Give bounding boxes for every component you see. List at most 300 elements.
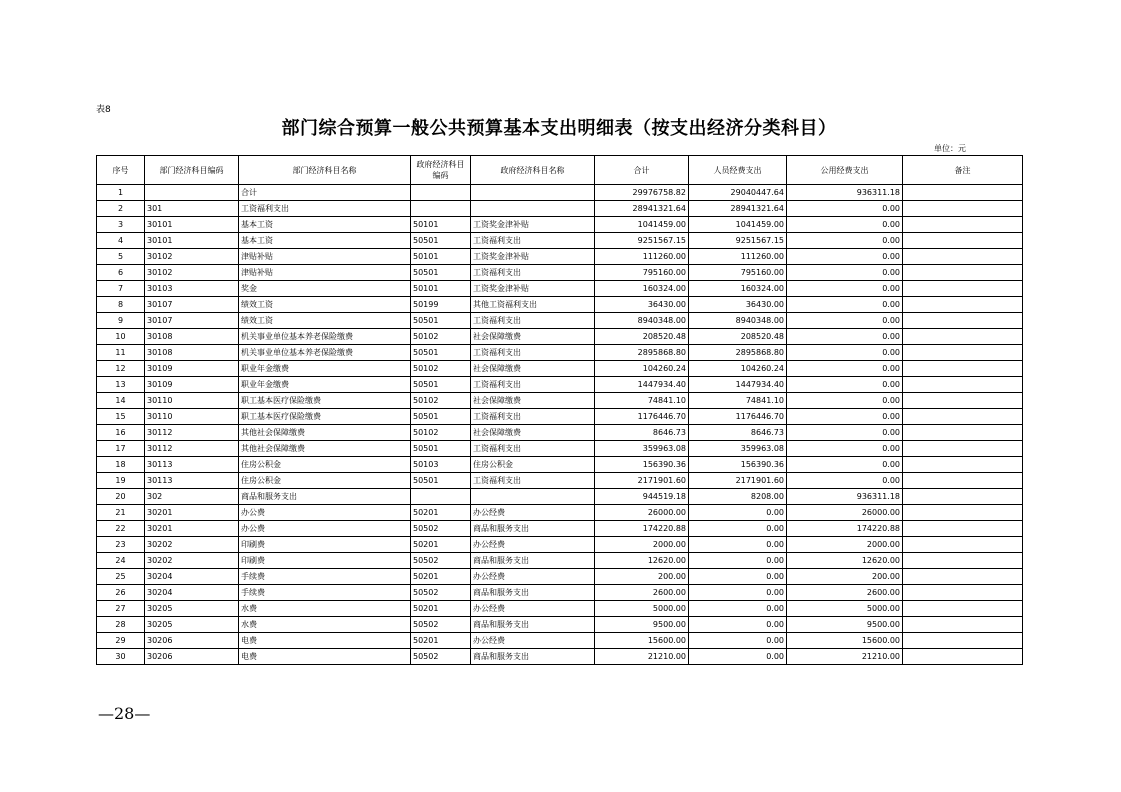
cell-gov-code <box>411 201 471 217</box>
cell-total: 111260.00 <box>595 249 689 265</box>
cell-dept-code: 301 <box>145 201 239 217</box>
cell-personnel: 111260.00 <box>689 249 787 265</box>
cell-seq: 20 <box>97 489 145 505</box>
cell-personnel: 2895868.80 <box>689 345 787 361</box>
budget-table <box>96 155 1023 665</box>
cell-personnel: 29040447.64 <box>689 185 787 201</box>
cell-personnel: 0.00 <box>689 649 787 665</box>
cell-dept-name: 职业年金缴费 <box>239 361 411 377</box>
cell-gov-code: 50102 <box>411 329 471 345</box>
cell-dept-code: 30206 <box>145 633 239 649</box>
table-row <box>97 185 1023 201</box>
cell-dept-name: 印刷费 <box>239 553 411 569</box>
cell-total: 174220.88 <box>595 521 689 537</box>
cell-seq: 5 <box>97 249 145 265</box>
cell-personnel: 0.00 <box>689 521 787 537</box>
table-row <box>97 249 1023 265</box>
cell-gov-name: 社会保障缴费 <box>471 425 595 441</box>
cell-dept-code: 30204 <box>145 569 239 585</box>
cell-dept-code: 30201 <box>145 521 239 537</box>
cell-total: 29976758.82 <box>595 185 689 201</box>
cell-total: 15600.00 <box>595 633 689 649</box>
cell-personnel: 0.00 <box>689 617 787 633</box>
table-row <box>97 489 1023 505</box>
cell-note <box>903 553 1023 569</box>
cell-gov-name: 工资福利支出 <box>471 377 595 393</box>
cell-dept-name: 绩效工资 <box>239 313 411 329</box>
cell-gov-name: 办公经费 <box>471 569 595 585</box>
cell-gov-name: 工资福利支出 <box>471 409 595 425</box>
cell-seq: 17 <box>97 441 145 457</box>
cell-public: 2000.00 <box>787 537 903 553</box>
cell-gov-name: 工资福利支出 <box>471 233 595 249</box>
header-seq: 序号 <box>97 156 145 185</box>
cell-seq: 21 <box>97 505 145 521</box>
cell-gov-name: 商品和服务支出 <box>471 585 595 601</box>
cell-gov-code: 50102 <box>411 361 471 377</box>
cell-dept-name: 机关事业单位基本养老保险缴费 <box>239 345 411 361</box>
cell-public: 174220.88 <box>787 521 903 537</box>
cell-total: 28941321.64 <box>595 201 689 217</box>
cell-gov-name: 工资奖金津补贴 <box>471 249 595 265</box>
cell-public: 0.00 <box>787 457 903 473</box>
cell-seq: 7 <box>97 281 145 297</box>
cell-personnel: 9251567.15 <box>689 233 787 249</box>
cell-seq: 24 <box>97 553 145 569</box>
cell-gov-name: 社会保障缴费 <box>471 393 595 409</box>
cell-seq: 10 <box>97 329 145 345</box>
cell-gov-name: 社会保障缴费 <box>471 361 595 377</box>
cell-gov-name: 工资福利支出 <box>471 265 595 281</box>
cell-dept-name: 基本工资 <box>239 217 411 233</box>
cell-note <box>903 617 1023 633</box>
cell-personnel: 104260.24 <box>689 361 787 377</box>
cell-gov-code: 50201 <box>411 601 471 617</box>
cell-dept-name: 商品和服务支出 <box>239 489 411 505</box>
cell-gov-code: 50201 <box>411 537 471 553</box>
cell-personnel: 36430.00 <box>689 297 787 313</box>
table-row <box>97 425 1023 441</box>
cell-gov-code: 50201 <box>411 569 471 585</box>
table-row <box>97 505 1023 521</box>
cell-dept-code: 30201 <box>145 505 239 521</box>
cell-note <box>903 201 1023 217</box>
cell-personnel: 74841.10 <box>689 393 787 409</box>
cell-personnel: 2171901.60 <box>689 473 787 489</box>
table-row <box>97 393 1023 409</box>
table-row <box>97 569 1023 585</box>
table-number: 表8 <box>96 105 111 115</box>
cell-gov-code <box>411 185 471 201</box>
cell-gov-code: 50501 <box>411 409 471 425</box>
cell-personnel: 8208.00 <box>689 489 787 505</box>
cell-total: 2171901.60 <box>595 473 689 489</box>
cell-dept-code: 30102 <box>145 265 239 281</box>
page-title: 部门综合预算一般公共预算基本支出明细表（按支出经济分类科目） <box>281 118 837 139</box>
cell-gov-code: 50501 <box>411 345 471 361</box>
cell-note <box>903 217 1023 233</box>
cell-total: 104260.24 <box>595 361 689 377</box>
cell-dept-name: 办公费 <box>239 505 411 521</box>
cell-gov-name <box>471 489 595 505</box>
cell-note <box>903 393 1023 409</box>
cell-note <box>903 345 1023 361</box>
cell-dept-code: 30206 <box>145 649 239 665</box>
cell-personnel: 795160.00 <box>689 265 787 281</box>
table-header-row <box>97 156 1023 185</box>
cell-total: 74841.10 <box>595 393 689 409</box>
cell-gov-name: 办公经费 <box>471 505 595 521</box>
cell-gov-code: 50102 <box>411 393 471 409</box>
cell-dept-name: 津贴补贴 <box>239 249 411 265</box>
cell-seq: 6 <box>97 265 145 281</box>
table-row <box>97 649 1023 665</box>
cell-gov-code: 50101 <box>411 217 471 233</box>
cell-dept-name: 印刷费 <box>239 537 411 553</box>
cell-dept-code: 30110 <box>145 393 239 409</box>
cell-gov-name: 商品和服务支出 <box>471 521 595 537</box>
cell-total: 9251567.15 <box>595 233 689 249</box>
cell-public: 0.00 <box>787 425 903 441</box>
cell-gov-code: 50502 <box>411 649 471 665</box>
cell-note <box>903 281 1023 297</box>
cell-seq: 11 <box>97 345 145 361</box>
cell-dept-code: 30109 <box>145 377 239 393</box>
cell-dept-name: 职业年金缴费 <box>239 377 411 393</box>
cell-dept-name: 奖金 <box>239 281 411 297</box>
cell-public: 0.00 <box>787 313 903 329</box>
cell-public: 200.00 <box>787 569 903 585</box>
cell-note <box>903 361 1023 377</box>
cell-seq: 12 <box>97 361 145 377</box>
cell-personnel: 1176446.70 <box>689 409 787 425</box>
cell-note <box>903 313 1023 329</box>
cell-seq: 2 <box>97 201 145 217</box>
cell-public: 0.00 <box>787 441 903 457</box>
cell-public: 0.00 <box>787 249 903 265</box>
cell-dept-code: 30204 <box>145 585 239 601</box>
table-row <box>97 521 1023 537</box>
cell-note <box>903 585 1023 601</box>
table-row <box>97 297 1023 313</box>
cell-public: 21210.00 <box>787 649 903 665</box>
cell-total: 9500.00 <box>595 617 689 633</box>
cell-public: 0.00 <box>787 345 903 361</box>
header-gov-name: 政府经济科目名称 <box>471 156 595 185</box>
cell-total: 1176446.70 <box>595 409 689 425</box>
cell-seq: 3 <box>97 217 145 233</box>
cell-dept-name: 住房公积金 <box>239 473 411 489</box>
cell-total: 8646.73 <box>595 425 689 441</box>
cell-seq: 28 <box>97 617 145 633</box>
cell-dept-code: 30108 <box>145 329 239 345</box>
header-dept-code: 部门经济科目编码 <box>145 156 239 185</box>
cell-gov-code: 50201 <box>411 505 471 521</box>
cell-dept-code: 30101 <box>145 217 239 233</box>
cell-total: 156390.36 <box>595 457 689 473</box>
cell-dept-code: 30108 <box>145 345 239 361</box>
cell-dept-code: 30107 <box>145 313 239 329</box>
table-row <box>97 313 1023 329</box>
header-gov-code: 政府经济科目编码 <box>411 156 471 185</box>
cell-public: 9500.00 <box>787 617 903 633</box>
cell-gov-name: 商品和服务支出 <box>471 617 595 633</box>
cell-dept-name: 机关事业单位基本养老保险缴费 <box>239 329 411 345</box>
cell-dept-code: 302 <box>145 489 239 505</box>
table-row <box>97 233 1023 249</box>
cell-dept-name: 电费 <box>239 649 411 665</box>
header-public: 公用经费支出 <box>787 156 903 185</box>
cell-gov-code: 50501 <box>411 265 471 281</box>
cell-seq: 30 <box>97 649 145 665</box>
cell-gov-name: 商品和服务支出 <box>471 553 595 569</box>
cell-note <box>903 457 1023 473</box>
cell-gov-code: 50501 <box>411 233 471 249</box>
cell-dept-name: 水费 <box>239 601 411 617</box>
cell-total: 795160.00 <box>595 265 689 281</box>
cell-gov-name: 工资福利支出 <box>471 313 595 329</box>
cell-personnel: 0.00 <box>689 569 787 585</box>
cell-seq: 8 <box>97 297 145 313</box>
cell-total: 2600.00 <box>595 585 689 601</box>
cell-note <box>903 297 1023 313</box>
cell-personnel: 8940348.00 <box>689 313 787 329</box>
header-dept-name: 部门经济科目名称 <box>239 156 411 185</box>
cell-note <box>903 425 1023 441</box>
table-row <box>97 345 1023 361</box>
cell-seq: 19 <box>97 473 145 489</box>
header-note: 备注 <box>903 156 1023 185</box>
cell-personnel: 156390.36 <box>689 457 787 473</box>
cell-seq: 1 <box>97 185 145 201</box>
cell-gov-name: 办公经费 <box>471 633 595 649</box>
cell-gov-code: 50103 <box>411 457 471 473</box>
cell-gov-code: 50101 <box>411 281 471 297</box>
cell-dept-code: 30205 <box>145 617 239 633</box>
cell-public: 15600.00 <box>787 633 903 649</box>
cell-dept-name: 其他社会保障缴费 <box>239 425 411 441</box>
cell-total: 26000.00 <box>595 505 689 521</box>
cell-dept-code <box>145 185 239 201</box>
cell-public: 0.00 <box>787 217 903 233</box>
cell-public: 936311.18 <box>787 489 903 505</box>
cell-gov-code: 50501 <box>411 377 471 393</box>
cell-seq: 15 <box>97 409 145 425</box>
cell-total: 944519.18 <box>595 489 689 505</box>
cell-note <box>903 249 1023 265</box>
cell-personnel: 1447934.40 <box>689 377 787 393</box>
cell-note <box>903 633 1023 649</box>
cell-gov-code: 50501 <box>411 441 471 457</box>
cell-dept-code: 30109 <box>145 361 239 377</box>
cell-gov-name: 社会保障缴费 <box>471 329 595 345</box>
table-row <box>97 281 1023 297</box>
cell-gov-name: 工资福利支出 <box>471 345 595 361</box>
cell-dept-code: 30110 <box>145 409 239 425</box>
cell-public: 12620.00 <box>787 553 903 569</box>
table-row <box>97 409 1023 425</box>
cell-public: 0.00 <box>787 377 903 393</box>
table-row <box>97 633 1023 649</box>
cell-total: 359963.08 <box>595 441 689 457</box>
cell-note <box>903 489 1023 505</box>
cell-public: 26000.00 <box>787 505 903 521</box>
cell-personnel: 208520.48 <box>689 329 787 345</box>
table-row <box>97 473 1023 489</box>
cell-total: 2000.00 <box>595 537 689 553</box>
cell-personnel: 0.00 <box>689 633 787 649</box>
cell-gov-code: 50199 <box>411 297 471 313</box>
cell-dept-name: 手续费 <box>239 569 411 585</box>
cell-dept-name: 手续费 <box>239 585 411 601</box>
cell-total: 5000.00 <box>595 601 689 617</box>
cell-gov-code: 50501 <box>411 473 471 489</box>
cell-gov-code <box>411 489 471 505</box>
cell-personnel: 0.00 <box>689 601 787 617</box>
cell-seq: 23 <box>97 537 145 553</box>
cell-gov-code: 50502 <box>411 521 471 537</box>
cell-gov-name: 商品和服务支出 <box>471 649 595 665</box>
cell-dept-name: 津贴补贴 <box>239 265 411 281</box>
cell-note <box>903 569 1023 585</box>
cell-seq: 4 <box>97 233 145 249</box>
cell-note <box>903 649 1023 665</box>
cell-public: 2600.00 <box>787 585 903 601</box>
cell-note <box>903 377 1023 393</box>
cell-dept-name: 绩效工资 <box>239 297 411 313</box>
cell-personnel: 0.00 <box>689 505 787 521</box>
cell-dept-code: 30112 <box>145 425 239 441</box>
cell-gov-code: 50502 <box>411 585 471 601</box>
cell-public: 5000.00 <box>787 601 903 617</box>
cell-public: 0.00 <box>787 361 903 377</box>
cell-total: 1447934.40 <box>595 377 689 393</box>
cell-total: 12620.00 <box>595 553 689 569</box>
table-row <box>97 217 1023 233</box>
table-row <box>97 585 1023 601</box>
cell-note <box>903 265 1023 281</box>
table-row <box>97 361 1023 377</box>
cell-seq: 27 <box>97 601 145 617</box>
header-total: 合计 <box>595 156 689 185</box>
cell-gov-code: 50502 <box>411 617 471 633</box>
cell-gov-code: 50101 <box>411 249 471 265</box>
cell-personnel: 0.00 <box>689 585 787 601</box>
cell-gov-code: 50201 <box>411 633 471 649</box>
cell-seq: 29 <box>97 633 145 649</box>
cell-public: 0.00 <box>787 393 903 409</box>
cell-gov-name: 工资奖金津补贴 <box>471 281 595 297</box>
cell-public: 936311.18 <box>787 185 903 201</box>
cell-gov-name: 住房公积金 <box>471 457 595 473</box>
table-row <box>97 329 1023 345</box>
cell-seq: 14 <box>97 393 145 409</box>
cell-dept-code: 30205 <box>145 601 239 617</box>
cell-dept-name: 住房公积金 <box>239 457 411 473</box>
cell-gov-code: 50501 <box>411 313 471 329</box>
cell-public: 0.00 <box>787 201 903 217</box>
cell-dept-name: 其他社会保障缴费 <box>239 441 411 457</box>
cell-dept-name: 电费 <box>239 633 411 649</box>
header-personnel: 人员经费支出 <box>689 156 787 185</box>
cell-dept-name: 办公费 <box>239 521 411 537</box>
table-row <box>97 377 1023 393</box>
cell-total: 21210.00 <box>595 649 689 665</box>
cell-note <box>903 185 1023 201</box>
cell-seq: 26 <box>97 585 145 601</box>
cell-public: 0.00 <box>787 233 903 249</box>
cell-public: 0.00 <box>787 297 903 313</box>
cell-gov-name: 办公经费 <box>471 601 595 617</box>
cell-note <box>903 537 1023 553</box>
unit-label: 单位：元 <box>934 144 966 153</box>
cell-note <box>903 409 1023 425</box>
cell-dept-code: 30202 <box>145 537 239 553</box>
cell-dept-code: 30103 <box>145 281 239 297</box>
cell-note <box>903 473 1023 489</box>
cell-gov-name <box>471 201 595 217</box>
cell-personnel: 0.00 <box>689 553 787 569</box>
cell-gov-name: 工资福利支出 <box>471 441 595 457</box>
cell-seq: 16 <box>97 425 145 441</box>
table-row <box>97 201 1023 217</box>
table-row <box>97 537 1023 553</box>
cell-dept-code: 30202 <box>145 553 239 569</box>
cell-note <box>903 329 1023 345</box>
cell-note <box>903 441 1023 457</box>
cell-personnel: 0.00 <box>689 537 787 553</box>
cell-dept-code: 30107 <box>145 297 239 313</box>
cell-gov-name: 其他工资福利支出 <box>471 297 595 313</box>
cell-total: 208520.48 <box>595 329 689 345</box>
cell-dept-name: 职工基本医疗保险缴费 <box>239 393 411 409</box>
cell-personnel: 359963.08 <box>689 441 787 457</box>
cell-total: 1041459.00 <box>595 217 689 233</box>
cell-public: 0.00 <box>787 281 903 297</box>
cell-total: 200.00 <box>595 569 689 585</box>
cell-dept-name: 水费 <box>239 617 411 633</box>
cell-personnel: 1041459.00 <box>689 217 787 233</box>
cell-public: 0.00 <box>787 265 903 281</box>
cell-dept-code: 30112 <box>145 441 239 457</box>
cell-note <box>903 521 1023 537</box>
cell-total: 8940348.00 <box>595 313 689 329</box>
cell-gov-name: 工资福利支出 <box>471 473 595 489</box>
cell-gov-name: 办公经费 <box>471 537 595 553</box>
cell-gov-code: 50102 <box>411 425 471 441</box>
cell-dept-code: 30102 <box>145 249 239 265</box>
page-number: —28— <box>98 704 151 723</box>
cell-seq: 9 <box>97 313 145 329</box>
cell-dept-code: 30113 <box>145 457 239 473</box>
cell-note <box>903 505 1023 521</box>
cell-personnel: 28941321.64 <box>689 201 787 217</box>
table-row <box>97 601 1023 617</box>
cell-total: 2895868.80 <box>595 345 689 361</box>
table-row <box>97 617 1023 633</box>
table-row <box>97 457 1023 473</box>
cell-dept-name: 基本工资 <box>239 233 411 249</box>
cell-note <box>903 601 1023 617</box>
cell-seq: 18 <box>97 457 145 473</box>
cell-seq: 25 <box>97 569 145 585</box>
cell-dept-name: 职工基本医疗保险缴费 <box>239 409 411 425</box>
table-body <box>97 185 1023 665</box>
cell-gov-name: 工资奖金津补贴 <box>471 217 595 233</box>
cell-personnel: 8646.73 <box>689 425 787 441</box>
table-row <box>97 441 1023 457</box>
cell-seq: 13 <box>97 377 145 393</box>
